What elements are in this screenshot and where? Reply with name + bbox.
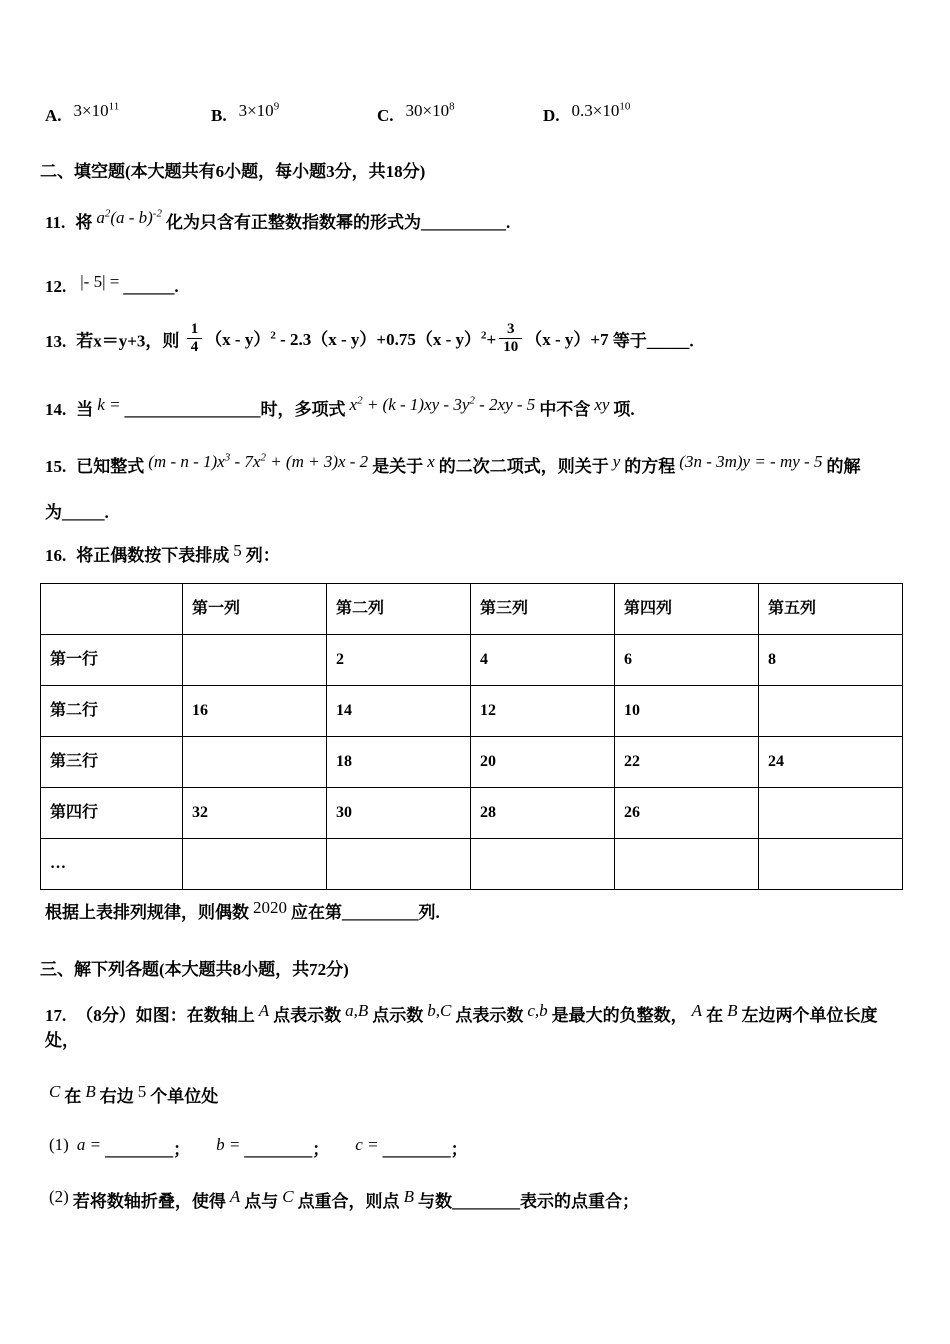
q17-point-A2: A <box>691 1000 703 1020</box>
choice-c-label: C. <box>377 106 394 125</box>
question-14-mid2: 中不含 <box>539 399 591 419</box>
question-13-pre: 若x＝y+3，则 <box>76 331 180 351</box>
q17-line2-text-3: 个单位处 <box>150 1086 219 1106</box>
table-cell: 26 <box>615 787 759 838</box>
table-cell: 16 <box>183 685 327 736</box>
table-cell: 第四行 <box>41 787 183 838</box>
question-17-number: 17. <box>45 1005 67 1025</box>
choice-a-label: A. <box>45 106 62 125</box>
q13-segment-2: （x - y）+7 <box>525 329 609 349</box>
q13-s1-exp: 2 <box>270 329 276 341</box>
part2-label: (2) <box>49 1186 69 1206</box>
table-row <box>41 685 903 736</box>
q17-text-4: 是最大的负整数， <box>551 1005 688 1025</box>
fraction-one-fourth <box>187 321 203 357</box>
q16-after-post: 列. <box>418 902 440 922</box>
q17-text-3: 点表示数 <box>455 1005 524 1025</box>
choice-row <box>45 100 905 129</box>
q17-point-C: C <box>49 1081 61 1101</box>
fraction-three-tenths <box>499 321 522 357</box>
table-cell: 10 <box>615 685 759 736</box>
q14-p3: - 2xy - 5 <box>474 394 536 414</box>
even-numbers-table <box>40 583 903 890</box>
q15-p3: + (m + 3)x - 2 <box>265 452 369 471</box>
question-11-post: 化为只含有正整数指数幂的形式为 <box>165 213 421 232</box>
question-12-number: 12. <box>45 276 67 296</box>
table-header-cell: 第一列 <box>183 583 327 634</box>
table-header-cell: 第五列 <box>759 583 903 634</box>
q15-p1: (m - n - 1)x <box>148 452 225 471</box>
question-16-blank: _________ <box>342 902 419 922</box>
table-row <box>41 634 903 685</box>
choice-c-base: 30×10 <box>405 101 450 120</box>
question-15-mid3: 的方程 <box>624 457 676 476</box>
question-11-blank: __________ <box>420 213 506 232</box>
question-11-expression <box>96 208 162 227</box>
table-header-cell: 第四列 <box>615 583 759 634</box>
part1-label: (1) <box>49 1135 69 1154</box>
question-13-period: . <box>689 331 694 351</box>
choice-b-exponent: 9 <box>273 100 280 113</box>
question-11-number: 11. <box>45 213 66 232</box>
table-cell: 14 <box>327 685 471 736</box>
table-cell: 第二行 <box>41 685 183 736</box>
q17-point-A: A <box>258 1000 270 1020</box>
part2-text-1: 若将数轴折叠，使得 <box>72 1191 226 1211</box>
question-15-pre: 已知整式 <box>76 457 145 476</box>
table-cell <box>759 838 903 889</box>
question-11-pre: 将 <box>75 213 93 232</box>
question-11-period: . <box>505 213 511 232</box>
question-17 <box>40 1000 905 1054</box>
q17-b-blank: ________ <box>244 1140 313 1159</box>
choice-d-base: 0.3×10 <box>571 101 620 120</box>
table-row <box>41 736 903 787</box>
q17-line2-point-B: B <box>85 1081 96 1101</box>
q14-p2-exp: 2 <box>469 393 475 406</box>
choice-b-label: B. <box>211 106 227 125</box>
question-12-period: . <box>174 276 179 296</box>
question-14-number: 14. <box>45 399 67 419</box>
q13-s2-exp: 2 <box>481 329 487 341</box>
part2-blank: ________ <box>451 1191 520 1211</box>
choice-b <box>211 100 377 129</box>
table-cell <box>759 787 903 838</box>
q17-text-6: 左边两个单位长度处， <box>45 1005 878 1050</box>
question-15-post: 的解 <box>826 457 861 476</box>
q15-var-x: x <box>427 452 435 471</box>
q13-s3: + <box>486 329 497 349</box>
question-12-expression: |- 5| = <box>80 271 120 291</box>
question-11 <box>40 207 905 236</box>
table-row <box>41 787 903 838</box>
q17-line2-text-1: 在 <box>64 1086 82 1106</box>
question-12-blank: ______ <box>123 276 175 296</box>
q13-s1: （x - y） <box>205 329 271 349</box>
q17-semi-1: ； <box>173 1140 191 1159</box>
question-13-blank: _____ <box>646 331 690 351</box>
table-cell: … <box>41 838 183 889</box>
q17-point-B: B <box>727 1000 738 1020</box>
question-15-mid1: 是关于 <box>372 457 424 476</box>
q14-xy-term: xy <box>594 394 610 414</box>
q17-text-1: 点表示数 <box>273 1005 342 1025</box>
q17-line2-units: 5 <box>137 1081 147 1101</box>
choice-d-exponent: 10 <box>619 100 631 113</box>
part2-text-2: 点与 <box>244 1191 279 1211</box>
choice-c <box>377 100 543 129</box>
part2-text-3: 点重合，则点 <box>297 1191 400 1211</box>
table-cell: 4 <box>471 634 615 685</box>
q17-a-equals: a = <box>76 1135 102 1154</box>
q17-var-bC: b,C <box>427 1000 452 1020</box>
table-cell <box>327 838 471 889</box>
question-15-line2 <box>40 500 905 526</box>
q14-p1: x <box>349 394 358 414</box>
question-15-line2-pre: 为 <box>45 502 62 522</box>
question-17-score: （8分）如图：在数轴上 <box>76 1005 255 1025</box>
section-fill-in-title: 二、填空题(本大题共有6小题，每小题3分，共18分) <box>40 161 426 181</box>
choice-d <box>543 100 709 129</box>
fraction-numerator: 3 <box>506 321 515 337</box>
question-15-mid2: 的二次二项式，则关于 <box>438 457 609 476</box>
question-16-number: 16. <box>45 546 67 565</box>
question-16 <box>40 543 905 569</box>
q13-segment-1 <box>205 330 496 349</box>
question-14-mid: 时，多项式 <box>260 399 346 419</box>
table-cell <box>471 838 615 889</box>
table-cell: 2 <box>327 634 471 685</box>
table-cell: 32 <box>183 787 327 838</box>
question-13 <box>40 321 905 361</box>
table-cell: 22 <box>615 736 759 787</box>
choice-d-value <box>572 101 631 120</box>
table-cell <box>183 736 327 787</box>
table-header-cell: 第三列 <box>471 583 615 634</box>
choice-d-label: D. <box>543 106 560 125</box>
question-13-number: 13. <box>45 331 67 351</box>
question-13-post: 等于 <box>612 331 647 351</box>
q17-text-5: 在 <box>706 1005 724 1025</box>
q16-col-count: 5 <box>233 541 242 560</box>
q11-term1: a <box>96 208 105 227</box>
choice-b-base: 3×10 <box>238 101 274 120</box>
part1-b-group <box>212 1135 330 1159</box>
question-16-pre: 将正偶数按下表排成 <box>76 546 230 565</box>
q15-p1-exp: 3 <box>224 451 231 464</box>
part1-a-group <box>73 1135 191 1159</box>
part1-c-group <box>351 1135 468 1159</box>
question-14 <box>40 393 905 423</box>
question-17-part1 <box>40 1137 905 1163</box>
question-12 <box>40 271 905 300</box>
table-cell: 20 <box>471 736 615 787</box>
question-17-line2 <box>40 1081 905 1110</box>
q17-line2-text-2: 右边 <box>99 1086 134 1106</box>
q15-var-y: y <box>612 452 621 471</box>
table-cell <box>615 838 759 889</box>
q17-semi-3: ； <box>450 1140 468 1159</box>
q17-var-aB: a,B <box>345 1000 369 1020</box>
choice-a-exponent: 11 <box>108 100 120 113</box>
fraction-denominator: 10 <box>499 338 522 356</box>
q17-b-equals: b = <box>216 1135 241 1154</box>
q15-p2-exp: 2 <box>260 451 266 464</box>
q14-k-equals: k = <box>97 394 121 414</box>
table-cell: 12 <box>471 685 615 736</box>
table-header-row <box>41 583 903 634</box>
choice-c-value <box>406 101 455 120</box>
table-cell: 8 <box>759 634 903 685</box>
q17-var-cb: c,b <box>527 1000 548 1020</box>
table-row <box>41 838 903 889</box>
q17-c-blank: ________ <box>382 1140 451 1159</box>
q16-after-mid: 应在第 <box>291 902 342 922</box>
q11-term2-exp: -2 <box>152 207 162 220</box>
q17-text-2: 点示数 <box>372 1005 424 1025</box>
table-cell: 28 <box>471 787 615 838</box>
question-17-part2 <box>40 1186 905 1215</box>
part2-text-4: 与数 <box>417 1191 452 1211</box>
question-15-number: 15. <box>45 457 67 476</box>
choice-a <box>45 100 211 129</box>
q17-a-blank: ________ <box>105 1140 174 1159</box>
table-header-cell: 第二列 <box>327 583 471 634</box>
question-15-period: . <box>104 502 109 522</box>
q14-p1-exp: 2 <box>357 393 363 406</box>
question-16-post: 列： <box>245 546 280 565</box>
question-15 <box>40 451 905 480</box>
q16-after-pre: 根据上表排列规律，则偶数 <box>45 902 249 922</box>
choice-c-exponent: 8 <box>449 100 455 113</box>
question-15-blank: _____ <box>62 502 105 522</box>
q14-polynomial <box>350 395 536 414</box>
fraction-denominator: 4 <box>187 338 203 356</box>
part2-point-A: A <box>229 1186 241 1206</box>
fraction-numerator: 1 <box>190 321 199 337</box>
section-solve-title: 三、解下列各题(本大题共8小题，共72分) <box>40 960 349 979</box>
question-16-conclusion <box>40 897 905 926</box>
q17-c-equals: c = <box>355 1135 379 1154</box>
q11-term1-exp: 2 <box>104 207 111 220</box>
q15-equation: (3n - 3m)y = - my - 5 <box>679 452 823 471</box>
table-cell <box>183 634 327 685</box>
table-cell <box>759 685 903 736</box>
question-14-blank: ________________ <box>124 399 261 419</box>
table-cell: 30 <box>327 787 471 838</box>
question-14-pre: 当 <box>76 399 94 419</box>
table-cell: 第一行 <box>41 634 183 685</box>
q17-semi-2: ； <box>312 1140 330 1159</box>
q15-p2: - 7x <box>230 452 261 471</box>
table-header-cell <box>41 583 183 634</box>
part2-point-C: C <box>282 1186 294 1206</box>
table-cell <box>183 838 327 889</box>
choice-a-base: 3×10 <box>73 101 109 120</box>
table-cell: 第三行 <box>41 736 183 787</box>
table-cell: 18 <box>327 736 471 787</box>
choice-a-value <box>74 101 120 120</box>
table-cell: 24 <box>759 736 903 787</box>
q15-polynomial <box>148 452 368 471</box>
q16-number-2020: 2020 <box>253 897 287 917</box>
table-cell: 6 <box>615 634 759 685</box>
part2-text-5: 表示的点重合； <box>519 1191 639 1211</box>
q14-p2: + (k - 1)xy - 3y <box>362 394 470 414</box>
part2-point-B: B <box>403 1186 414 1206</box>
q11-term2: (a - b) <box>110 208 153 227</box>
choice-b-value <box>239 101 280 120</box>
question-14-post: 项. <box>613 399 635 419</box>
q13-s2: - 2.3（x - y）+0.75（x - y） <box>275 329 482 349</box>
